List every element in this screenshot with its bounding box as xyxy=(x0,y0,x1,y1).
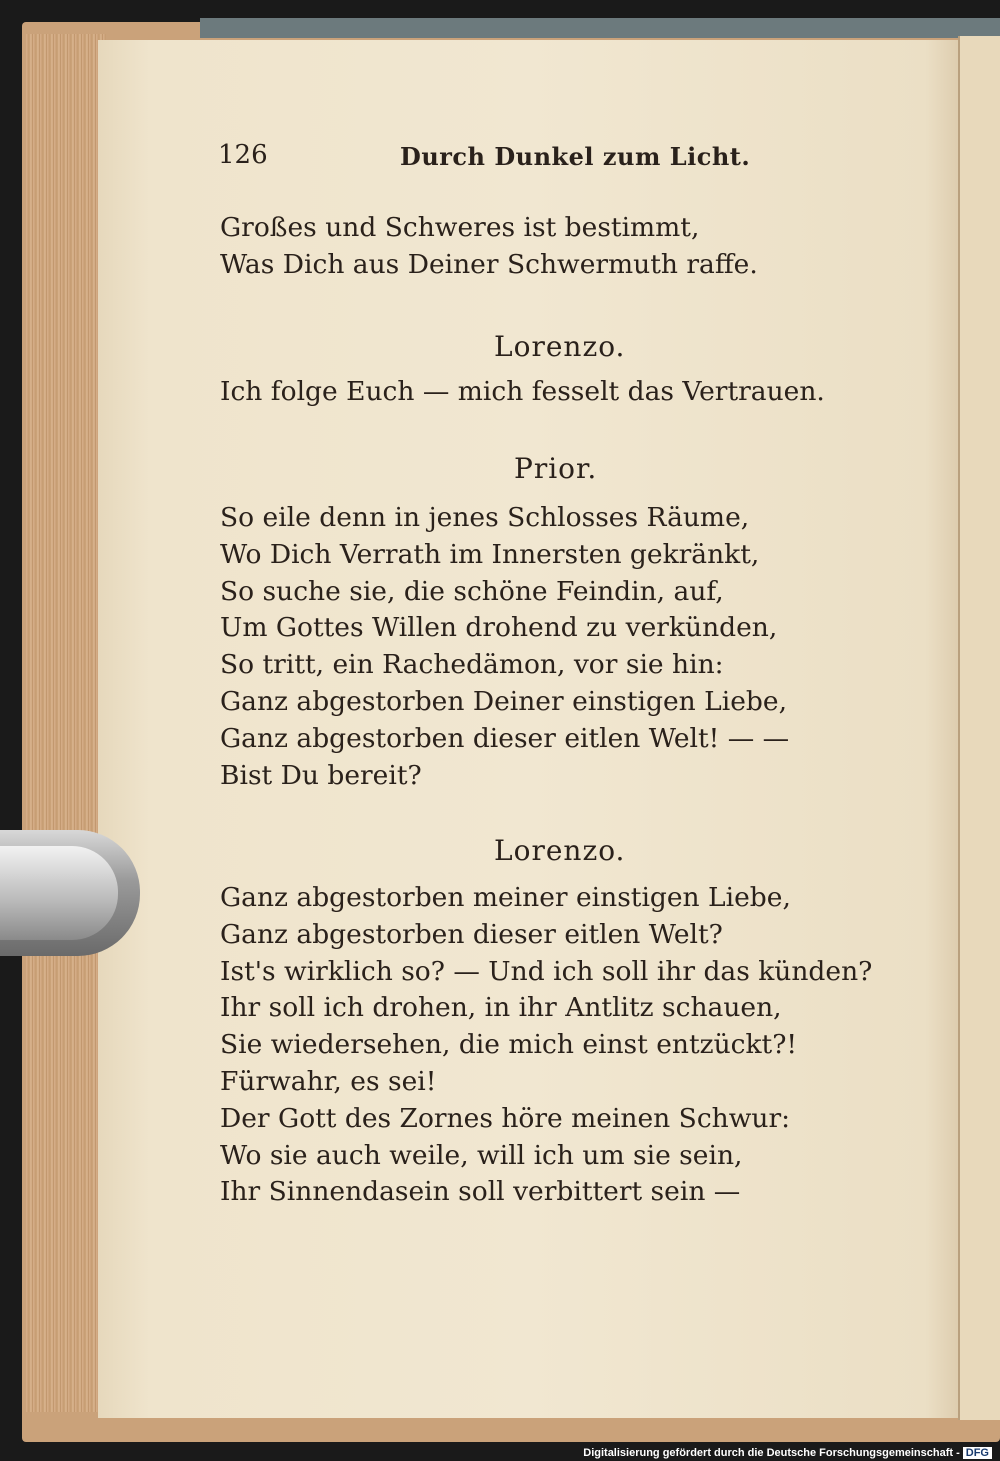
verse-line: Ganz abgestorben dieser eitlen Welt? xyxy=(220,918,723,950)
verse-line: Bist Du bereit? xyxy=(220,759,422,791)
digitization-credit xyxy=(583,1447,992,1459)
verse-line: Wo sie auch weile, will ich um sie sein, xyxy=(220,1139,743,1171)
text-block-2 xyxy=(220,374,825,411)
verse-line: Ganz abgestorben meiner einstigen Liebe, xyxy=(220,882,791,913)
verse-line: Ich folge Euch — mich fesselt das Vertrauen. xyxy=(220,376,825,407)
credit-text: Digitalisierung gefördert durch die Deutsche Forschungsgemeinschaft - xyxy=(583,1447,960,1459)
running-title: Durch Dunkel zum Licht. xyxy=(400,142,751,171)
text-block-1 xyxy=(220,210,758,284)
verse-line: So eile denn in jenes Schlosses Räume, xyxy=(220,502,750,533)
verse-line: Großes und Schweres ist bestimmt, xyxy=(220,212,700,243)
verse-line: Sie wiedersehen, die mich einst entzückt?! xyxy=(220,1029,798,1061)
verse-line: Was Dich aus Deiner Schwermuth raffe. xyxy=(220,248,758,280)
verse-line: Ganz abgestorben Deiner einstigen Liebe, xyxy=(220,685,787,717)
verse-line: So suche sie, die schöne Feindin, auf, xyxy=(220,575,724,607)
text-block-4 xyxy=(220,880,872,1211)
verse-line: Um Gottes Willen drohend zu verkünden, xyxy=(220,612,778,644)
verse-line: Ist's wirklich so? — Und ich soll ihr das künden? xyxy=(220,955,873,987)
scan-background xyxy=(200,18,1000,38)
speaker-name: Lorenzo. xyxy=(494,330,626,363)
text-block-3 xyxy=(220,500,789,794)
verse-line: Ihr soll ich drohen, in ihr Antlitz schauen, xyxy=(220,992,782,1024)
verse-line: Der Gott des Zornes höre meinen Schwur: xyxy=(220,1102,791,1134)
facing-page-edge xyxy=(958,36,1000,1420)
speaker-name: Prior. xyxy=(514,452,598,485)
speaker-name: Lorenzo. xyxy=(494,834,626,867)
dfg-logo: DFG xyxy=(963,1447,992,1459)
verse-line: Ganz abgestorben dieser eitlen Welt! — — xyxy=(220,722,790,754)
page-number: 126 xyxy=(218,140,268,170)
verse-line: Ihr Sinnendasein soll verbittert sein — xyxy=(220,1176,741,1208)
verse-line: So tritt, ein Rachedämon, vor sie hin: xyxy=(220,649,724,681)
verse-line: Fürwahr, es sei! xyxy=(220,1065,437,1097)
page-edges xyxy=(26,34,106,1412)
verse-line: Wo Dich Verrath im Innersten gekränkt, xyxy=(220,538,760,570)
page-clip-highlight xyxy=(0,846,118,940)
